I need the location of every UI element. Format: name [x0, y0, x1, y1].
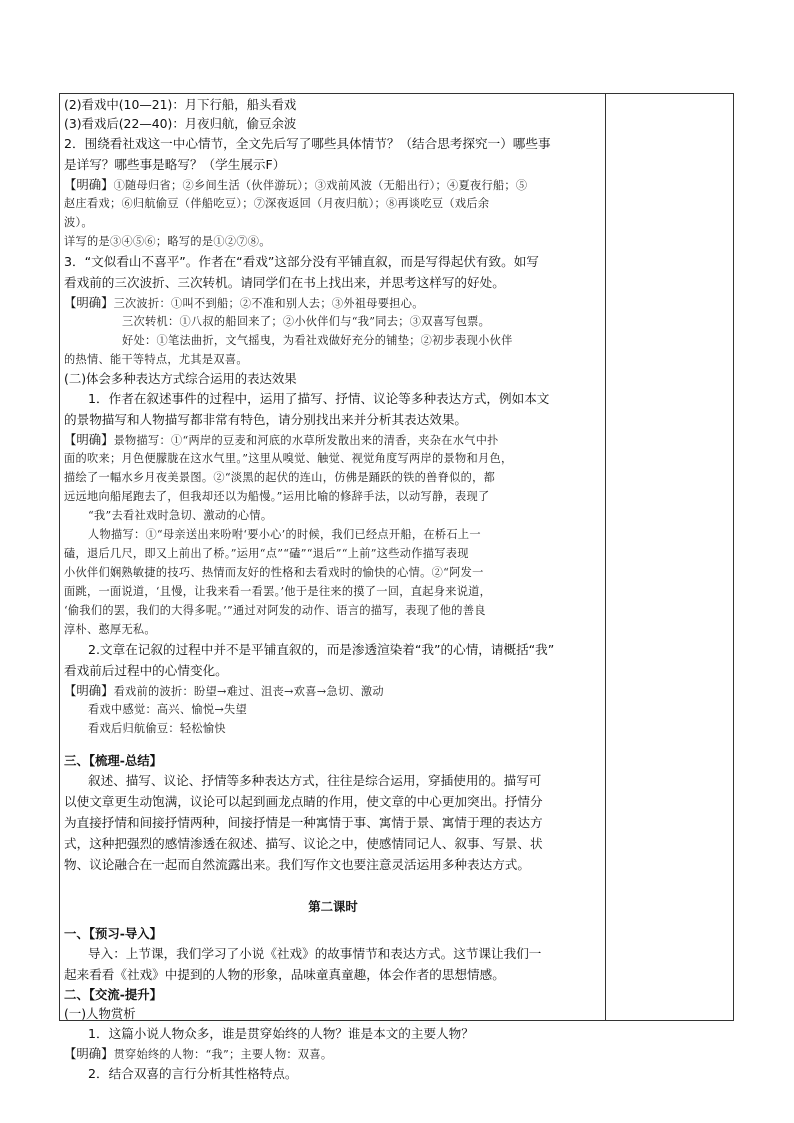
answer-line: 看戏后归航偷豆：轻松愉快 [88, 722, 226, 735]
answer-line: 【明确】贯穿始终的人物：“我”；主要人物：双喜。 [64, 1046, 333, 1061]
answer-line: 【明确】看戏前的波折：盼望→难过、沮丧→欢喜→急切、激动 [64, 683, 384, 698]
answer-label: 【明确】 [64, 295, 114, 310]
summary-line: 为直接抒情和间接抒情两种，间接抒情是一种寓情于事、寓情于景、寓情于理的表达方 [64, 815, 543, 830]
text-line: (3)看戏后(22—40)：月夜归航，偷豆余波 [64, 116, 297, 131]
summary-line: 以使文章更生动饱满，议论可以起到画龙点睛的作用，使文章的中心更加突出。抒情分 [64, 794, 543, 809]
question-line: 1．作者在叙述事件的过程中，运用了描写、抒情、议论等多种表达方式，例如本文 [88, 391, 550, 406]
right-column-divider [605, 93, 606, 1021]
answer-line: 好处：①笔法曲折，文气摇曳，为看社戏做好充分的铺垫；②初步表现小伙伴 [122, 334, 513, 347]
section-heading: 一、【预习-导入】 [64, 926, 163, 941]
section-heading: (二)体会多种表达方式综合运用的表达效果 [64, 371, 297, 386]
answer-label: 【明确】 [64, 432, 114, 447]
answer-line: 详写的是③④⑤⑥；略写的是①②⑦⑧。 [64, 235, 271, 248]
question-line: 3．“文似看山不喜平”。作者在“看戏”这部分没有平铺直叙，而是写得起伏有致。如写 [64, 254, 539, 269]
question-line: 2．围绕看社戏这一中心情节，全文先后写了哪些具体情节？（结合思考探究一）哪些事 [64, 136, 551, 151]
answer-line: 看戏中感觉：高兴、愉悦→失望 [88, 703, 248, 716]
answer-line: 的热情、能干等特点，尤其是双喜。 [64, 353, 248, 366]
answer-line: 【明确】①随母归省；②乡间生活（伙伴游玩）；③戏前风波（无船出行）；④夏夜行船；⑤ [64, 177, 528, 192]
section-heading: 二、【交流-提升】 [64, 987, 163, 1002]
lesson-content [64, 95, 602, 1084]
answer-label: 【明确】 [64, 683, 114, 698]
answer-line: 三次转机：①八叔的船回来了；②小伙伴们与“我”同去；③双喜写包票。 [122, 315, 491, 328]
answer-line: 【明确】景物描写：①“两岸的豆麦和河底的水草所发散出来的清香，夹杂在水气中扑 [64, 432, 499, 447]
answer-line: 小伙伴们娴熟敏捷的技巧、热情而友好的性格和去看戏时的愉快的心情。②“阿发一 [64, 566, 484, 579]
answer-line: 描绘了一幅水乡月夜美景图。②“淡黑的起伏的连山，仿佛是踊跃的铁的兽脊似的，都 [64, 471, 496, 484]
question-line: 1．这篇小说人物众多，谁是贯穿始终的人物？谁是本文的主要人物？ [88, 1026, 474, 1041]
answer-line: ‘偷我们的罢，我们的大得多呢。’”通过对阿发的动作、语言的描写，表现了他的善良 [64, 604, 486, 617]
answer-label: 【明确】 [64, 1046, 114, 1061]
question-line: 看戏前的三次波折、三次转机。请同学们在书上找出来，并思考这样写的好处。 [64, 275, 505, 290]
answer-line: 波）。 [64, 216, 93, 229]
question-line: 2.文章在记叙的过程中并不是平铺直叙的，而是渗透渲染着“我”的心情，请概括“我” [88, 642, 555, 657]
question-line: 的景物描写和人物描写都非常有特色，请分别找出来并分析其表达效果。 [64, 412, 467, 427]
lesson-title: 第二课时 [308, 899, 358, 914]
summary-line: 式，这种把强烈的感情渗透在叙述、描写、议论之中，使感情同记人、叙事、写景、状 [64, 836, 543, 851]
summary-line: 叙述、描写、议论、抒情等多种表达方式，往往是综合运用，穿插使用的。描写可 [88, 773, 542, 788]
question-line: 2．结合双喜的言行分析其性格特点。 [88, 1066, 298, 1081]
answer-line: 远远地向船尾跑去了，但我却还以为船慢。”运用比喻的修辞手法，以动写静，表现了 [64, 490, 490, 503]
text-line: (2)看戏中(10—21)：月下行船，船头看戏 [64, 97, 297, 112]
answer-line: “我”去看社戏时急切、激动的心情。 [88, 509, 273, 522]
answer-line: 人物描写：①“母亲送出来吩咐‘要小心’的时候，我们已经点开船，在桥石上一 [88, 528, 481, 541]
answer-line: 【明确】三次波折：①叫不到船；②不准和别人去；③外祖母要担心。 [64, 295, 424, 310]
answer-line: 面的吹来；月色便朦胧在这水气里。”这里从嗅觉、触觉、视觉角度写两岸的景物和月色， [64, 452, 513, 465]
answer-line: 磕，退后几尺，即又上前出了桥。”运用“点”“磕”“退后”“上前”这些动作描写表现 [64, 547, 469, 560]
answer-label: 【明确】 [64, 177, 114, 192]
section-heading: 三、【梳理-总结】 [64, 753, 163, 768]
summary-line: 物、议论融合在一起而自然流露出来。我们写作文也要注意灵活运用多种表达方式。 [64, 857, 530, 872]
subsection-heading: (一)人物赏析 [64, 1006, 136, 1021]
question-line: 看戏前后过程中的心情变化。 [64, 663, 228, 678]
question-line: 是详写？哪些事是略写？（学生展示F） [64, 157, 286, 172]
answer-line: 面跳，一面说道，‘且慢，让我来看一看罢。’他于是往来的摸了一回，直起身来说道， [64, 585, 492, 598]
intro-line: 导入：上节课，我们学习了小说《社戏》的故事情节和表达方式。这节课让我们一 [88, 946, 542, 961]
answer-line: 赵庄看戏；⑥归航偷豆（伴船吃豆）；⑦深夜返回（月夜归航）；⑧再谈吃豆（戏后余 [64, 197, 490, 210]
intro-line: 起来看看《社戏》中提到的人物的形象，品味童真童趣，体会作者的思想情感。 [64, 967, 505, 982]
answer-line: 淳朴、憨厚无私。 [64, 623, 156, 636]
